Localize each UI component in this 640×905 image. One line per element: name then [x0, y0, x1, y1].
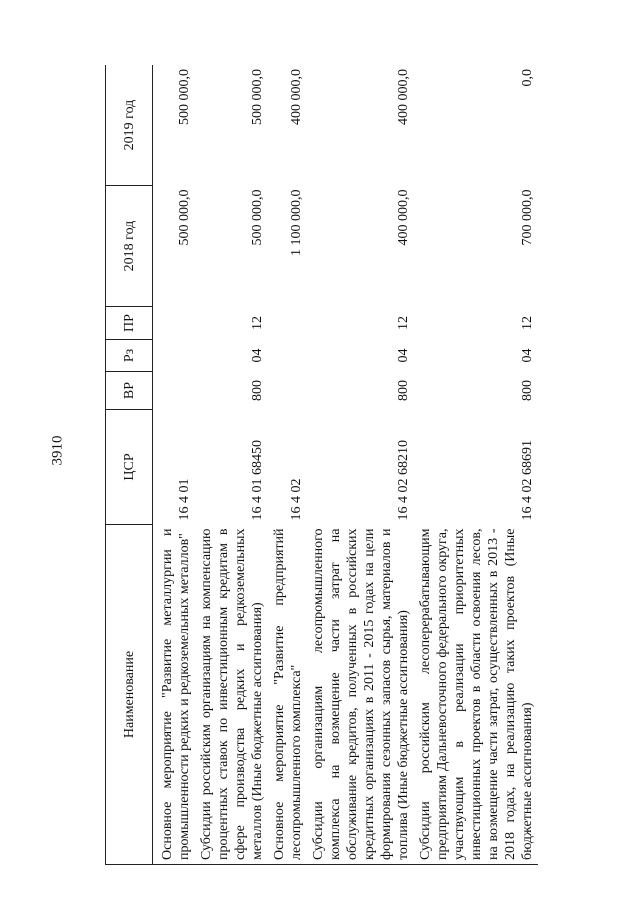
rotated-page-area	[105, 65, 595, 865]
row-rz: 04	[396, 348, 411, 363]
row-2019: 0,0	[520, 69, 535, 87]
row-csr: 16 4 02 68210	[396, 440, 411, 521]
header-rz: Рз	[106, 340, 153, 372]
row-pr: 12	[250, 316, 265, 330]
row-name: Субсидии российским лесоперерабатывающим предприятиям Дальневосточного федерального округа, участвующим в реализации приоритетных инвестиционных проектов в области освоения лесов, на возмещение части затрат, осуществленных в 2013 - 2018 годах, на реализацию таких проектов (Иные бюджетные ассигнования)	[418, 528, 535, 860]
row-rz: 04	[520, 348, 535, 363]
table-row	[195, 65, 268, 865]
row-name: Субсидии организациям лесопромышленного комплекса на возмещение части затрат на обслуживание кредитов, полученных в российских кредитных организациях в 2011 - 2015 годах на цели формирования сезонных запасов сырья, материалов и топлива (Иные бюджетные ассигнования)	[311, 528, 411, 860]
row-vr	[153, 372, 196, 410]
header-2019: 2019 год	[106, 65, 153, 186]
row-rz	[268, 340, 307, 372]
budget-table-container	[105, 65, 595, 865]
row-2018: 500 000,0	[177, 189, 192, 246]
row-vr: 800	[250, 380, 265, 401]
header-pr: ПР	[106, 307, 153, 340]
row-csr: 16 4 02 68691	[520, 440, 535, 521]
row-vr: 800	[520, 380, 535, 401]
table-row	[153, 65, 196, 865]
row-2019: 500 000,0	[177, 69, 192, 125]
page-number: 3910	[49, 435, 66, 466]
row-csr: 16 4 02	[289, 478, 304, 521]
row-csr: 16 4 01 68450	[250, 440, 265, 521]
row-vr	[268, 372, 307, 410]
table-row	[307, 65, 414, 865]
header-vr: ВР	[106, 372, 153, 410]
table-header-row	[106, 65, 153, 865]
row-2019: 400 000,0	[396, 69, 411, 125]
row-2018: 500 000,0	[250, 189, 265, 246]
row-2018: 1 100 000,0	[289, 189, 304, 256]
row-csr: 16 4 01	[177, 478, 192, 521]
budget-table	[105, 65, 538, 865]
row-pr: 12	[520, 316, 535, 330]
row-2019: 500 000,0	[250, 69, 265, 125]
row-pr: 12	[396, 316, 411, 330]
header-csr: ЦСР	[106, 410, 153, 525]
table-row	[414, 65, 538, 865]
row-2018: 700 000,0	[520, 189, 535, 246]
header-name: Наименование	[106, 525, 153, 865]
row-name: Субсидии российским организациям на компенсацию процентных ставок по инвестиционным кредитам в сфере производства редких и редкоземельных металлов (Иные бюджетные ассигнования)	[199, 528, 265, 860]
row-pr	[268, 307, 307, 340]
row-2019: 400 000,0	[289, 69, 304, 125]
row-vr: 800	[396, 380, 411, 401]
row-rz	[153, 340, 196, 372]
row-pr	[153, 307, 196, 340]
row-rz: 04	[250, 348, 265, 363]
row-name: Основное мероприятие "Развитие металлургии и промышленности редких и редкоземельных металлов"	[160, 528, 192, 860]
row-2018: 400 000,0	[396, 189, 411, 246]
table-row	[268, 65, 307, 865]
row-name: Основное мероприятие "Развитие предприятий лесопромышленного комплекса"	[272, 528, 304, 860]
header-2018: 2018 год	[106, 186, 153, 307]
